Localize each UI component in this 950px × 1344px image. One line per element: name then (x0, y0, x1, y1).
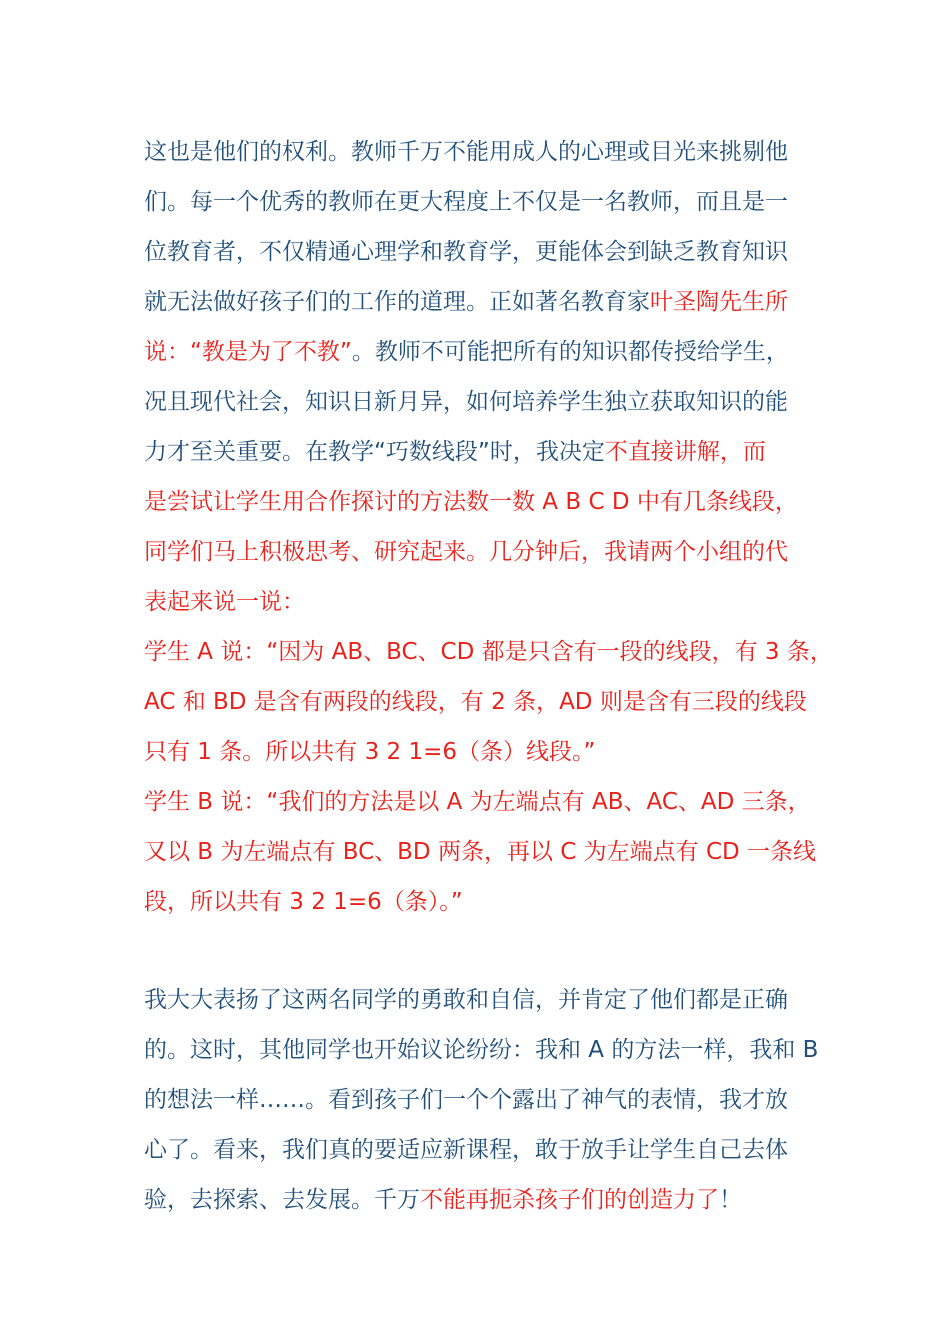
text-line (144, 686, 824, 718)
text-line (144, 1084, 824, 1116)
text-line (144, 436, 824, 468)
text-span: ！ (719, 1187, 742, 1213)
text-line (144, 286, 824, 318)
highlighted-text: 段，所以共有 3 2 1=6（条）。” (144, 889, 463, 915)
text-span: 我大大表扬了这两名同学的勇敢和自信，并肯定了他们都是正确 (144, 987, 788, 1013)
text-line (144, 636, 833, 668)
text-line (144, 136, 824, 168)
highlighted-text: 学生 B 说：“我们的方法是以 A 为左端点有 AB、AC、AD 三条， (144, 789, 811, 815)
text-span: 这也是他们的权利。教师千万不能用成人的心理或目光来挑剔他 (144, 139, 788, 165)
text-span: 的想法一样……。看到孩子们一个个露出了神气的表情，我才放 (144, 1087, 788, 1113)
text-line (144, 886, 824, 918)
text-line (144, 536, 824, 568)
text-line (144, 386, 824, 418)
text-line (144, 984, 824, 1016)
text-line (144, 186, 824, 218)
highlighted-text: 又以 B 为左端点有 BC、BD 两条，再以 C 为左端点有 CD 一条线 (144, 839, 817, 865)
text-line (144, 736, 824, 768)
text-line (144, 1134, 824, 1166)
text-span: 况且现代社会，知识日新月异，如何培养学生独立获取知识的能 (144, 389, 788, 415)
text-span: 。教师不可能把所有的知识都传授给学生， (351, 339, 789, 365)
highlighted-text: 学生 A 说：“因为 AB、BC、CD 都是只含有一段的线段，有 3 条， (144, 639, 833, 665)
highlighted-text: 只有 1 条。所以共有 3 2 1=6（条）线段。” (144, 739, 596, 765)
highlighted-text: 说：“教是为了不教” (144, 339, 352, 365)
text-span: 心了。看来，我们真的要适应新课程，敢于放手让学生自己去体 (144, 1137, 788, 1163)
highlighted-text: AC 和 BD 是含有两段的线段，有 2 条，AD 则是含有三段的线段 (144, 689, 807, 715)
text-line (144, 336, 824, 368)
highlighted-text: 同学们马上积极思考、研究起来。几分钟后，我请两个小组的代 (144, 539, 788, 565)
highlighted-text: 叶圣陶先生所 (650, 289, 788, 315)
text-span: 的。这时，其他同学也开始议论纷纷：我和 A 的方法一样，我和 B (144, 1037, 819, 1063)
text-line (144, 1184, 824, 1216)
text-span: 就无法做好孩子们的工作的道理。正如著名教育家 (144, 289, 650, 315)
text-span: 们。每一个优秀的教师在更大程度上不仅是一名教师，而且是一 (144, 189, 788, 215)
text-line (144, 486, 824, 518)
highlighted-text: 是尝试让学生用合作探讨的方法数一数 A B C D 中有几条线段， (144, 489, 798, 515)
text-line (144, 1034, 824, 1066)
text-line (144, 586, 824, 618)
highlighted-text: 不直接讲解，而 (604, 439, 766, 465)
text-line (144, 836, 824, 868)
text-span: 位教育者，不仅精通心理学和教育学，更能体会到缺乏教育知识 (144, 239, 788, 265)
text-line (144, 786, 824, 818)
highlighted-text: 不能再扼杀孩子们的创造力了 (420, 1187, 719, 1213)
text-span: 力才至关重要。在教学“巧数线段”时，我决定 (144, 439, 605, 465)
text-span: 验，去探索、去发展。千万 (144, 1187, 420, 1213)
highlighted-text: 表起来说一说： (144, 589, 305, 615)
text-line (144, 236, 824, 268)
